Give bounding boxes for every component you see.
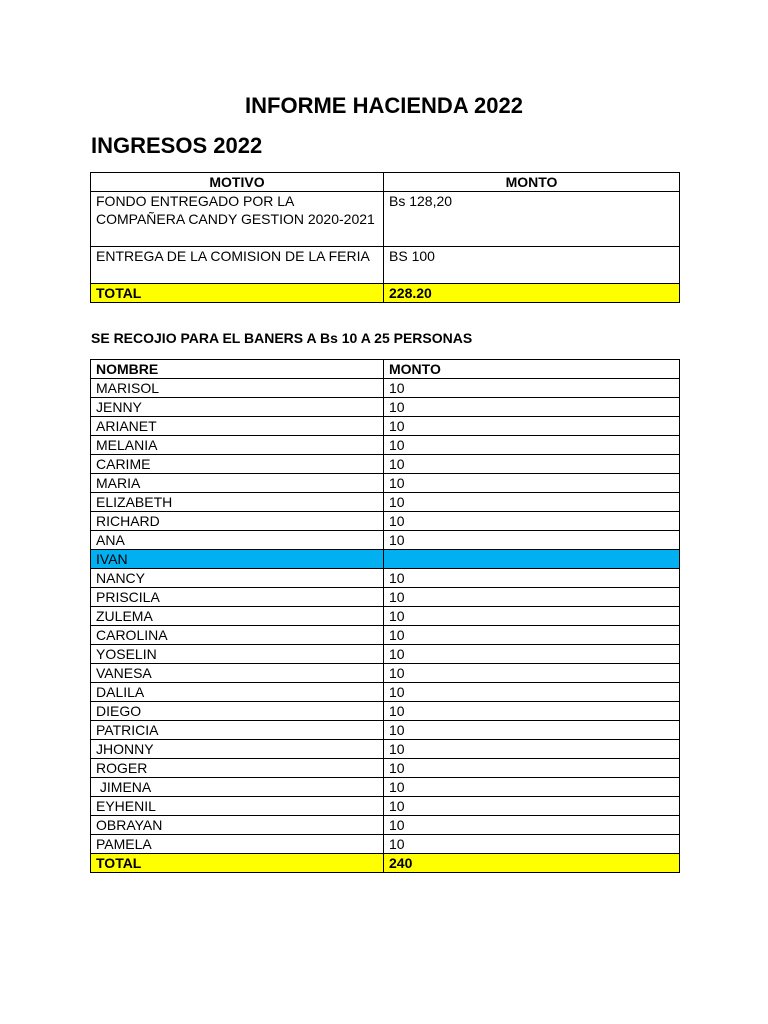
contrib-amount-cell: 10 (384, 626, 680, 645)
contrib-amount-cell: 10 (384, 531, 680, 550)
contrib-amount-cell: 10 (384, 645, 680, 664)
contrib-row (91, 778, 680, 797)
income-motivo-cell: ENTREGA DE LA COMISION DE LA FERIA (91, 247, 384, 284)
contrib-name-cell: ZULEMA (91, 607, 384, 626)
contrib-row (91, 588, 680, 607)
contrib-row (91, 550, 680, 569)
contrib-row (91, 835, 680, 854)
contrib-name-cell: JHONNY (91, 740, 384, 759)
contrib-row (91, 759, 680, 778)
contrib-amount-cell: 10 (384, 683, 680, 702)
contrib-amount-cell: 10 (384, 664, 680, 683)
contrib-name-cell: DALILA (91, 683, 384, 702)
contrib-row (91, 398, 680, 417)
contrib-row (91, 626, 680, 645)
contrib-header-row (91, 360, 680, 379)
income-total-label: TOTAL (91, 284, 384, 303)
contrib-name-cell: DIEGO (91, 702, 384, 721)
contributions-table (90, 359, 680, 873)
income-row (91, 192, 680, 247)
contrib-name-cell: IVAN (91, 550, 384, 569)
contrib-name-cell: YOSELIN (91, 645, 384, 664)
contrib-row (91, 797, 680, 816)
contrib-row (91, 379, 680, 398)
contrib-amount-cell: 10 (384, 740, 680, 759)
contrib-name-cell: RICHARD (91, 512, 384, 531)
contrib-row (91, 436, 680, 455)
contrib-amount-cell: 10 (384, 379, 680, 398)
contributions-body (91, 379, 680, 873)
contrib-amount-cell: 10 (384, 455, 680, 474)
contrib-amount-cell: 10 (384, 512, 680, 531)
contrib-amount-cell: 10 (384, 721, 680, 740)
contrib-row (91, 569, 680, 588)
section-title: INGRESOS 2022 (91, 133, 263, 158)
contrib-amount-cell: 10 (384, 493, 680, 512)
income-table (90, 172, 680, 303)
contrib-name-cell: VANESA (91, 664, 384, 683)
contrib-amount-cell: 10 (384, 816, 680, 835)
contrib-amount-cell: 10 (384, 588, 680, 607)
contrib-amount-cell: 10 (384, 398, 680, 417)
income-monto-cell: Bs 128,20 (384, 192, 680, 247)
contrib-header-monto: MONTO (384, 360, 680, 379)
contrib-name-cell: JENNY (91, 398, 384, 417)
contrib-row (91, 455, 680, 474)
contrib-name-cell: PRISCILA (91, 588, 384, 607)
contrib-row (91, 721, 680, 740)
contrib-row (91, 607, 680, 626)
contrib-name-cell: JIMENA (91, 778, 384, 797)
contrib-name-cell: MARISOL (91, 379, 384, 398)
income-motivo-cell: FONDO ENTREGADO POR LA COMPAÑERA CANDY GESTION 2020-2021 (91, 192, 384, 247)
contrib-total-row (91, 854, 680, 873)
income-total-value: 228.20 (384, 284, 680, 303)
contrib-row (91, 531, 680, 550)
contributions-subtitle: SE RECOJIO PARA EL BANERS A Bs 10 A 25 PERSONAS (91, 330, 473, 346)
contrib-name-cell: MARIA (91, 474, 384, 493)
contrib-amount-cell: 10 (384, 569, 680, 588)
contrib-row (91, 683, 680, 702)
contrib-name-cell: CARIME (91, 455, 384, 474)
contrib-total-label: TOTAL (91, 854, 384, 873)
income-monto-cell: BS 100 (384, 247, 680, 284)
contrib-amount-cell: 10 (384, 797, 680, 816)
contrib-row (91, 493, 680, 512)
contrib-name-cell: ELIZABETH (91, 493, 384, 512)
contrib-amount-cell: 10 (384, 759, 680, 778)
contrib-name-cell: PAMELA (91, 835, 384, 854)
contrib-row (91, 512, 680, 531)
contrib-row (91, 417, 680, 436)
contrib-name-cell: NANCY (91, 569, 384, 588)
income-header-motivo: MOTIVO (91, 173, 384, 192)
contrib-name-cell: EYHENIL (91, 797, 384, 816)
contrib-row (91, 702, 680, 721)
contrib-amount-cell: 10 (384, 607, 680, 626)
income-header-row (91, 173, 680, 192)
contrib-amount-cell (384, 550, 680, 569)
contrib-amount-cell: 10 (384, 436, 680, 455)
contrib-amount-cell: 10 (384, 778, 680, 797)
income-header-monto: MONTO (384, 173, 680, 192)
contrib-amount-cell: 10 (384, 702, 680, 721)
contrib-row (91, 816, 680, 835)
contrib-name-cell: ARIANET (91, 417, 384, 436)
income-total-row (91, 284, 680, 303)
contrib-name-cell: ROGER (91, 759, 384, 778)
page-title: INFORME HACIENDA 2022 (245, 93, 523, 118)
contrib-name-cell: CAROLINA (91, 626, 384, 645)
contrib-row (91, 645, 680, 664)
contrib-name-cell: PATRICIA (91, 721, 384, 740)
contrib-amount-cell: 10 (384, 417, 680, 436)
income-row (91, 247, 680, 284)
contrib-name-cell: ANA (91, 531, 384, 550)
contrib-total-value: 240 (384, 854, 680, 873)
contrib-row (91, 740, 680, 759)
contrib-amount-cell: 10 (384, 835, 680, 854)
contrib-name-cell: OBRAYAN (91, 816, 384, 835)
contrib-name-cell: MELANIA (91, 436, 384, 455)
contrib-amount-cell: 10 (384, 474, 680, 493)
contrib-header-nombre: NOMBRE (91, 360, 384, 379)
contrib-row (91, 474, 680, 493)
contrib-row (91, 664, 680, 683)
